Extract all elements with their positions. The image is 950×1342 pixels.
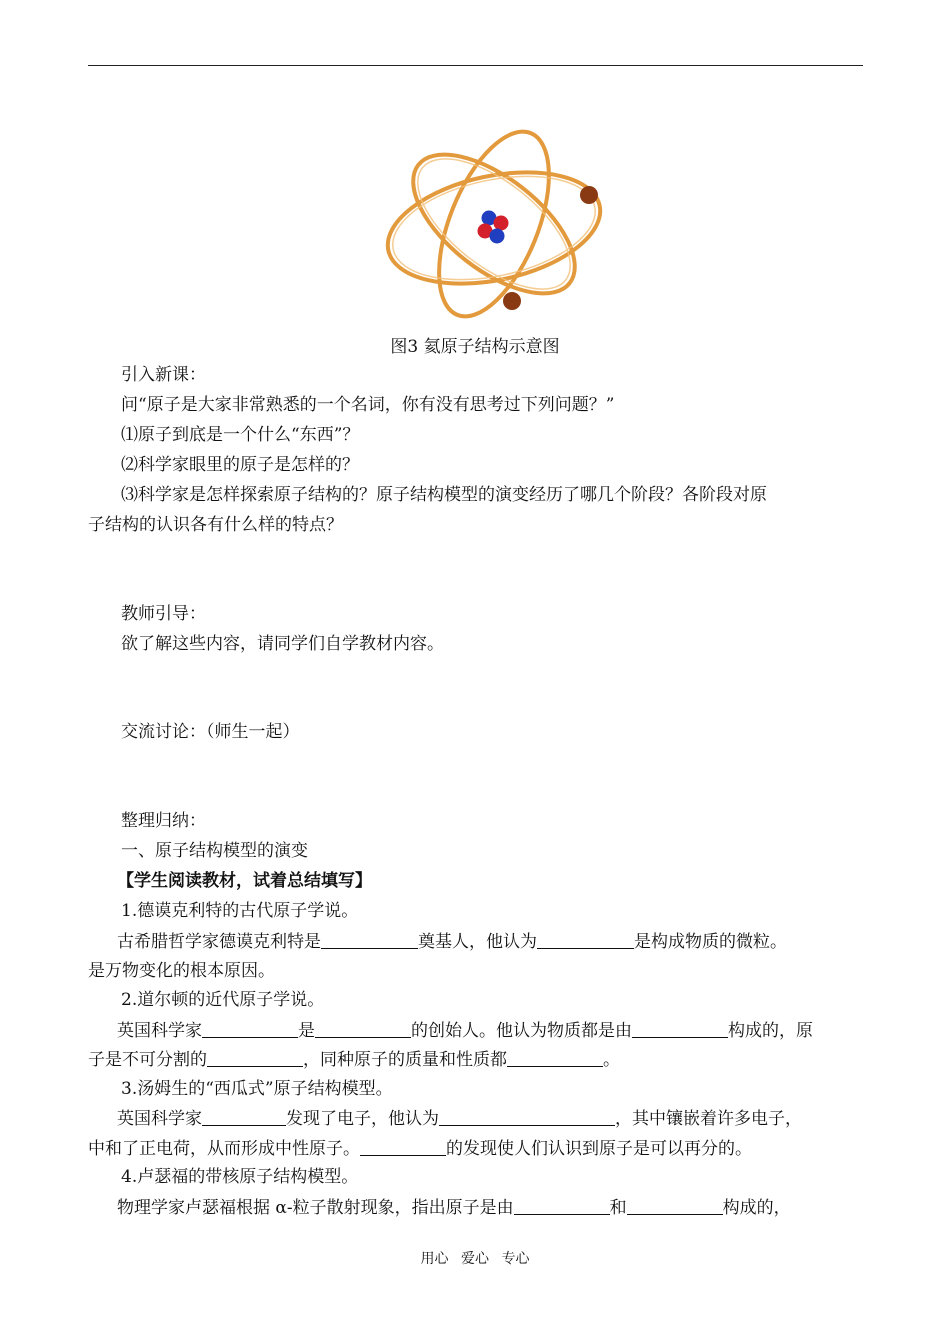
- blank-2[interactable]: [537, 930, 634, 949]
- footer-text-1: 用心: [420, 1251, 449, 1267]
- item1-title: 1.德谟克利特的古代原子学说。: [121, 901, 359, 921]
- summary-heading: 整理归纳：: [121, 811, 206, 831]
- question-1: ⑴原子到底是一个什么“东西”？: [121, 425, 360, 445]
- item3-line1: 英国科学家 发现了电子，他认为 ，其中镶嵌着许多电子，: [117, 1109, 802, 1129]
- blank-8[interactable]: [202, 1107, 286, 1126]
- blank-1[interactable]: [321, 930, 418, 949]
- blank-10[interactable]: [360, 1137, 446, 1156]
- helium-atom-diagram: [382, 112, 607, 334]
- item1-line1: 古希腊哲学家德谟克利特是 奠基人，他认为 是构成物质的微粒。: [117, 932, 787, 952]
- blank-12[interactable]: [627, 1196, 723, 1215]
- footer-text-3: 专心: [501, 1251, 530, 1267]
- page-footer: [0, 1248, 950, 1268]
- question-2: ⑵科学家眼里的原子是怎样的？: [121, 455, 359, 475]
- guide-heading: 教师引导：: [121, 604, 206, 624]
- blank-6[interactable]: [207, 1048, 303, 1067]
- header-rule: [88, 65, 863, 66]
- instruction: 【学生阅读教材，试着总结填写】: [117, 871, 372, 891]
- intro-heading: 引入新课：: [121, 365, 206, 385]
- proton: [494, 216, 509, 231]
- footer-text-2: 爱心: [461, 1251, 489, 1267]
- blank-11[interactable]: [514, 1196, 610, 1215]
- item4-title: 4.卢瑟福的带核原子结构模型。: [121, 1167, 359, 1187]
- item4-line1: 物理学家卢瑟福根据 α-粒子散射现象，指出原子是由 和 构成的，: [117, 1198, 791, 1218]
- discussion-heading: 交流讨论：（师生一起）: [121, 722, 300, 742]
- item1-line2: 是万物变化的根本原因。: [88, 961, 275, 981]
- blank-5[interactable]: [632, 1019, 728, 1038]
- item3-title: 3.汤姆生的“西瓜式”原子结构模型。: [121, 1079, 393, 1099]
- blank-3[interactable]: [202, 1019, 298, 1038]
- electron-2: [503, 292, 521, 310]
- electron-1: [580, 186, 598, 204]
- neutron: [490, 229, 505, 244]
- figure-caption: 图3 氦原子结构示意图: [390, 337, 560, 357]
- item2-line1: 英国科学家 是 的创始人。他认为物质都是由 构成的，原: [117, 1021, 813, 1041]
- guide-text: 欲了解这些内容，请同学们自学教材内容。: [121, 634, 444, 654]
- item2-title: 2.道尔顿的近代原子学说。: [121, 990, 325, 1010]
- intro-question: 问“原子是大家非常熟悉的一个名词，你有没有思考过下列问题？”: [121, 395, 615, 415]
- item2-line2: 子是不可分割的 ，同种原子的质量和性质都 。: [88, 1050, 620, 1070]
- section-heading: 一、原子结构模型的演变: [121, 841, 308, 861]
- nucleus: [478, 211, 509, 244]
- question-3-continued: 子结构的认识各有什么样的特点？: [88, 515, 343, 535]
- item3-line2: 中和了正电荷，从而形成中性原子。 的发现使人们认识到原子是可以再分的。: [88, 1139, 752, 1159]
- question-3: ⑶科学家是怎样探索原子结构的？原子结构模型的演变经历了哪几个阶段？各阶段对原: [121, 485, 767, 505]
- blank-7[interactable]: [507, 1048, 603, 1067]
- blank-9[interactable]: [439, 1107, 615, 1126]
- blank-4[interactable]: [315, 1019, 411, 1038]
